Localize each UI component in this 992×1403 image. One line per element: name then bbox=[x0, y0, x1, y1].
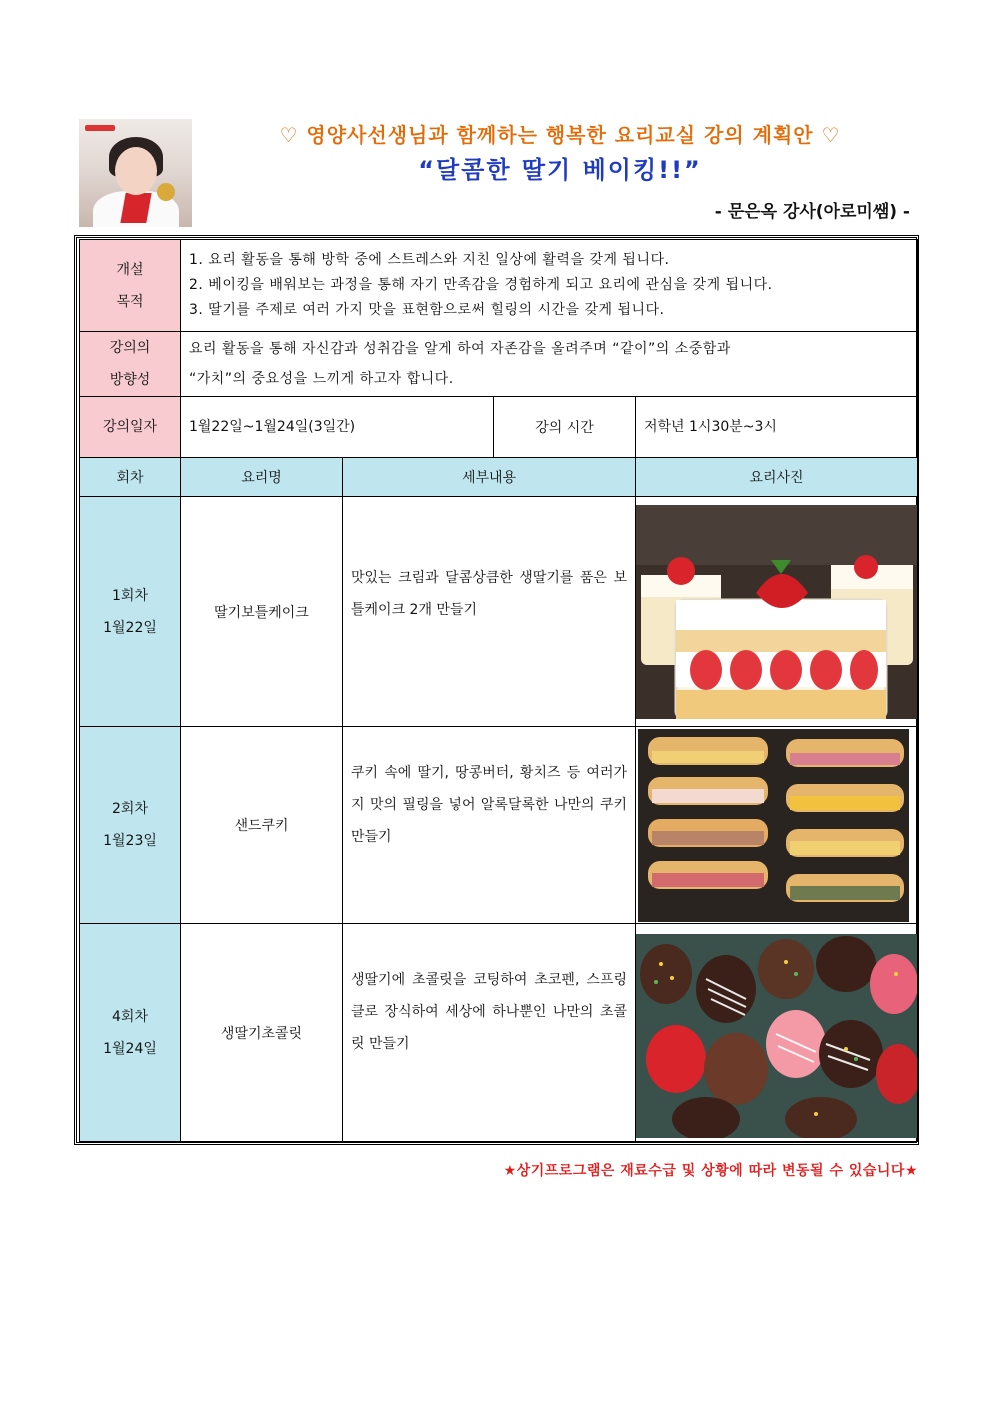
table-row bbox=[80, 727, 918, 924]
photo-scarf bbox=[120, 193, 151, 223]
purpose-line: 1. 요리 활동을 통해 방학 중에 스트레스와 지친 일상에 활력을 갖게 됩니다. bbox=[189, 252, 670, 268]
column-header-detail: 세부내용 bbox=[343, 458, 636, 497]
instructor-photo bbox=[79, 119, 192, 227]
photo-cookie bbox=[157, 183, 175, 201]
direction-label bbox=[80, 332, 181, 397]
page-title: ♡ 영양사선생님과 함께하는 행복한 요리교실 강의 계획안 ♡ bbox=[279, 123, 841, 147]
column-header-round: 회차 bbox=[80, 458, 181, 497]
cake-photo-svg bbox=[636, 505, 917, 719]
footer-notice: ★상기프로그램은 재료수급 및 상황에 따라 변동될 수 있습니다★ bbox=[503, 1163, 918, 1179]
chocolate-photo-svg bbox=[636, 934, 917, 1138]
column-header-photo: 요리사진 bbox=[636, 458, 918, 497]
session-detail: 생딸기에 초콜릿을 코팅하여 초코펜, 스프링클로 장식하여 세상에 하나뿐인 나만의 초콜릿 만들기 bbox=[343, 924, 636, 1142]
chocolate-strawberries-photo bbox=[636, 934, 917, 1138]
column-header-dish: 요리명 bbox=[181, 458, 343, 497]
session-round: 1회차 bbox=[112, 587, 148, 604]
session-round-cell bbox=[80, 924, 181, 1142]
session-round: 4회차 bbox=[112, 1008, 148, 1025]
direction-row bbox=[80, 332, 918, 397]
session-dish: 샌드쿠키 bbox=[181, 727, 343, 924]
purpose-label-text: 개설 목적 bbox=[116, 261, 144, 310]
purpose-line: 3. 딸기를 주제로 여러 가지 맛을 표현함으로써 힐링의 시간을 갖게 됩니다. bbox=[189, 302, 665, 318]
column-header-row bbox=[80, 458, 918, 497]
session-round-cell bbox=[80, 497, 181, 727]
session-photo-cell bbox=[636, 727, 918, 924]
session-dish: 생딸기초콜릿 bbox=[181, 924, 343, 1142]
photo-face bbox=[115, 147, 157, 195]
session-round: 2회차 bbox=[112, 801, 148, 817]
session-photo-cell bbox=[636, 497, 918, 727]
session-detail: 쿠키 속에 딸기, 땅콩버터, 황치즈 등 여러가지 맛의 필링을 넣어 알록달록한 나만의 쿠키 만들기 bbox=[343, 727, 636, 924]
sandwich-cookies-photo bbox=[638, 729, 909, 922]
session-date: 1월22일 bbox=[103, 619, 157, 636]
direction-line: 요리 활동을 통해 자신감과 성취감을 알게 하여 자존감을 올려주며 “같이”의 소중함과 bbox=[189, 341, 731, 357]
session-photo-cell bbox=[636, 924, 918, 1142]
session-dish: 딸기보틀케이크 bbox=[181, 497, 343, 727]
strawberry-bottle-cake-photo bbox=[636, 505, 917, 719]
cookies-photo-svg bbox=[638, 729, 909, 922]
background-logo bbox=[85, 125, 115, 131]
table-row bbox=[80, 497, 918, 727]
date-label: 강의일자 bbox=[80, 397, 181, 458]
purpose-content bbox=[181, 240, 918, 332]
session-date: 1월24일 bbox=[103, 1040, 157, 1057]
time-value: 저학년 1시30분~3시 bbox=[636, 397, 918, 458]
table-row bbox=[80, 924, 918, 1142]
page-subtitle: “달콤한 딸기 베이킹!!” bbox=[418, 156, 702, 184]
direction-label-text: 강의의 방향성 bbox=[109, 340, 151, 388]
time-label: 강의 시간 bbox=[494, 397, 636, 458]
date-value: 1월22일~1월24일(3일간) bbox=[181, 397, 494, 458]
direction-line: “가치”의 중요성을 느끼게 하고자 합니다. bbox=[189, 371, 454, 387]
purpose-line: 2. 베이킹을 배워보는 과정을 통해 자기 만족감을 경험하게 되고 요리에 관심을 갖게 됩니다. bbox=[189, 277, 773, 293]
instructor-name: - 문은옥 강사(아로미쌤) - bbox=[714, 202, 910, 222]
purpose-label bbox=[80, 240, 181, 332]
session-detail: 맛있는 크림과 달콤상큼한 생딸기를 품은 보틀케이크 2개 만들기 bbox=[343, 497, 636, 727]
purpose-row bbox=[80, 240, 918, 332]
date-row bbox=[80, 397, 918, 458]
session-round-cell bbox=[80, 727, 181, 924]
session-date: 1월23일 bbox=[103, 833, 157, 849]
direction-content bbox=[181, 332, 918, 397]
lesson-plan-table bbox=[79, 239, 918, 1142]
